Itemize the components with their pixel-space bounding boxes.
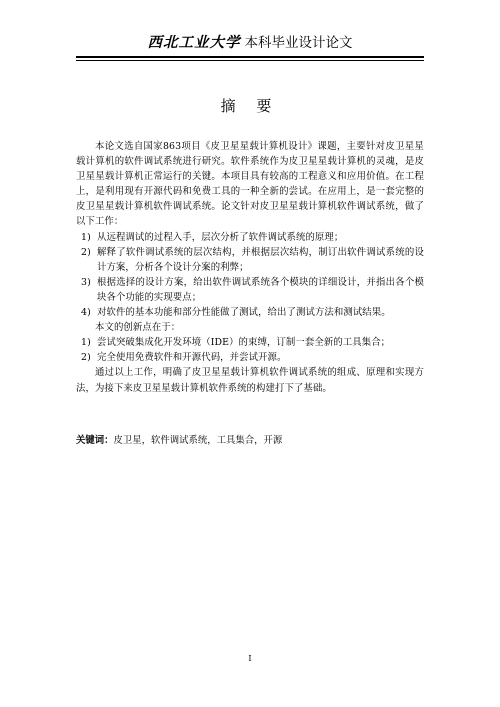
work-item-number: 3) — [81, 276, 91, 288]
conclusion-paragraph: 通过以上工作，明确了皮卫星星载计算机软件调试系统的组成、原理和实现方法，为接下来皮卫星星载计算机软件系统的构建打下了基础。 — [76, 367, 424, 394]
innovation-item-text: 尝试突破集成化开发环境（IDE）的束缚，订制一套全新的工具集合； — [97, 337, 391, 349]
work-item — [76, 230, 424, 245]
innovation-intro: 本文的创新点在于： — [95, 322, 181, 334]
work-item — [76, 305, 424, 320]
innovation-item-number: 1) — [81, 337, 91, 349]
work-item-text: 对软件的基本功能和部分性能做了测试，给出了测试方法和测试结果。 — [97, 307, 391, 319]
innovation-item — [76, 350, 424, 365]
header-rule-thin — [76, 60, 424, 61]
work-item-text: 根据选择的设计方案，给出软件调试系统各个模块的详细设计，并指出各个模块各个功能的实现要点； — [97, 276, 424, 303]
keywords-text: 皮卫星，软件调试系统，工具集合，开源 — [113, 435, 283, 446]
keywords-label: 关键词： — [76, 435, 114, 446]
header-title: 本科毕业设计论文 — [244, 35, 353, 51]
page-header — [76, 32, 424, 54]
work-item-text: 从远程调试的过程入手，层次分析了软件调试系统的原理； — [97, 231, 344, 243]
page-number: I — [248, 654, 252, 663]
abstract-title: 摘 要 — [220, 97, 280, 115]
abstract-intro-paragraph: 本论文选自国家863项目《皮卫星星载计算机设计》课题，主要针对皮卫星星载计算机的软件调试系统进行研究。软件系统作为皮卫星星载计算机的灵魂，是皮卫星星载计算机正常运行的关键。本项目具有较高的工程意义和应用价值。在工程上，是利用现有开源代码和免费工具的一种全新的尝试。在应用上，是一套完整的皮卫星星载计算机软件调试系统。论文针对皮卫星星载计算机软件调试系统，做了以下工作： — [76, 141, 424, 228]
header-rule-thick — [76, 56, 424, 58]
university-logo-text: 西北工业大学 — [147, 34, 241, 51]
innovation-item-number: 2) — [81, 352, 91, 364]
abstract-body — [76, 139, 424, 396]
work-item — [76, 275, 424, 305]
keywords-line — [76, 433, 424, 448]
work-item-text: 解释了软件调试系统的层次结构，并根据层次结构，制订出软件调试系统的设计方案，分析各个设计分案的利弊； — [97, 246, 424, 273]
work-item — [76, 245, 424, 275]
innovation-item-text: 完全使用免费软件和开源代码，并尝试开源。 — [97, 352, 287, 364]
work-item-number: 1) — [81, 231, 91, 243]
work-item-number: 4) — [81, 307, 91, 319]
innovation-item — [76, 335, 424, 350]
work-item-number: 2) — [81, 246, 91, 258]
